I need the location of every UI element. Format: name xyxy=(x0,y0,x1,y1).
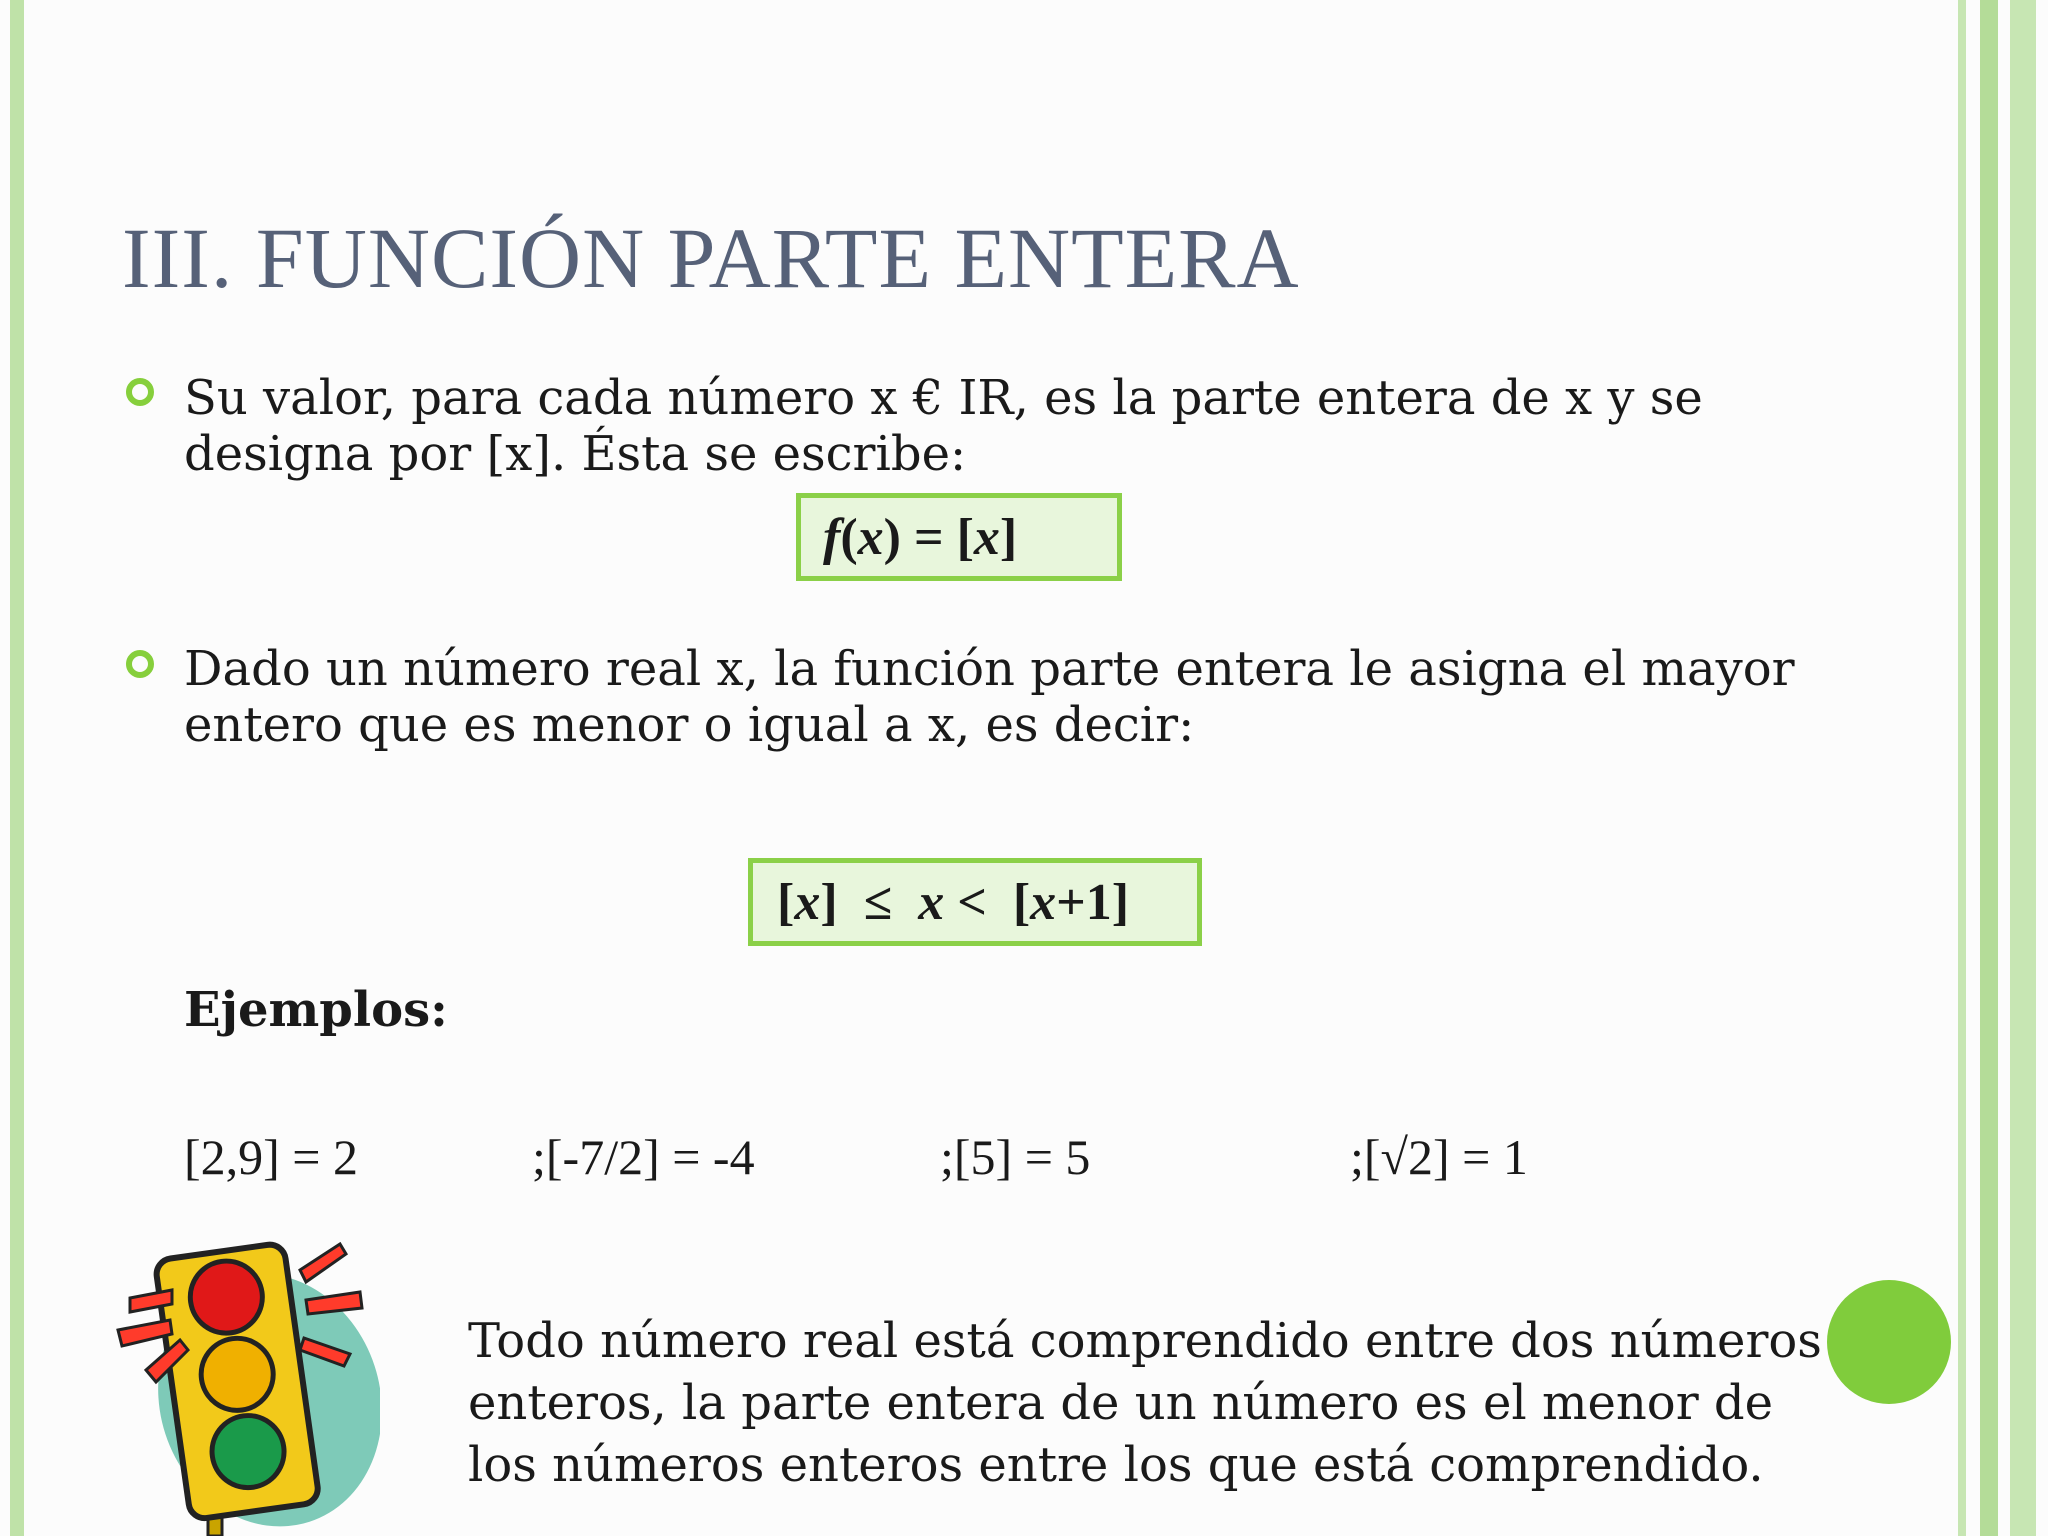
formula-box-definition xyxy=(796,493,1122,581)
ineq-x-2: x xyxy=(918,873,945,931)
green-circle-icon xyxy=(1827,1280,1951,1404)
formula-x: x xyxy=(857,508,884,566)
ineq-lt: < [ xyxy=(944,873,1031,931)
bullet-2-line-1: Dado un número real x, la función parte entera le asigna el mayor xyxy=(184,641,1795,697)
bullet-ring-icon xyxy=(126,650,154,678)
formula-box-inequality xyxy=(748,858,1202,946)
example-1: [2,9] = 2 xyxy=(184,1129,358,1185)
slide-title: III. FUNCIÓN PARTE ENTERA xyxy=(122,210,1300,306)
ineq-leq: ] ≤ xyxy=(820,873,919,931)
left-border-stripe xyxy=(10,0,24,1536)
formula-end: ] xyxy=(999,508,1018,566)
formula-close-eq: ) = [ xyxy=(883,508,974,566)
ineq-x-1: x xyxy=(794,873,821,931)
right-border-stripe-1 xyxy=(1958,0,1966,1536)
bullet-1-line-2: designa por [x]. Ésta se escribe: xyxy=(184,426,967,482)
note-line-2: enteros, la parte entera de un número es el menor de xyxy=(468,1375,1774,1431)
bullet-2-line-2: entero que es menor o igual a x, es decir: xyxy=(184,697,1195,753)
formula-open: ( xyxy=(840,508,858,566)
bullet-1-line-1: Su valor, para cada número x € IR, es la parte entera de x y se xyxy=(184,370,1703,426)
note-line-1: Todo número real está comprendido entre dos números xyxy=(468,1313,1822,1369)
ineq-bracket-open: [ xyxy=(777,873,795,931)
formula-f: f xyxy=(823,508,841,566)
example-2: ;[-7/2] = -4 xyxy=(532,1129,755,1185)
traffic-light-icon xyxy=(110,1230,380,1536)
note-line-3: los números enteros entre los que está comprendido. xyxy=(468,1437,1764,1493)
note-paragraph xyxy=(468,1310,1822,1496)
example-4: ;[√2] = 1 xyxy=(1350,1129,1528,1185)
bullet-ring-icon xyxy=(126,378,154,406)
ineq-x-3: x xyxy=(1030,873,1057,931)
ineq-plus-one: +1] xyxy=(1056,873,1130,931)
right-border-stripe-2 xyxy=(1980,0,1998,1536)
examples-heading: Ejemplos: xyxy=(184,982,448,1038)
bullet-text-1 xyxy=(184,370,1703,482)
example-3: ;[5] = 5 xyxy=(940,1129,1091,1185)
bullet-text-2 xyxy=(184,641,1795,753)
formula-x-2: x xyxy=(973,508,1000,566)
right-border-stripe-3 xyxy=(2010,0,2036,1536)
